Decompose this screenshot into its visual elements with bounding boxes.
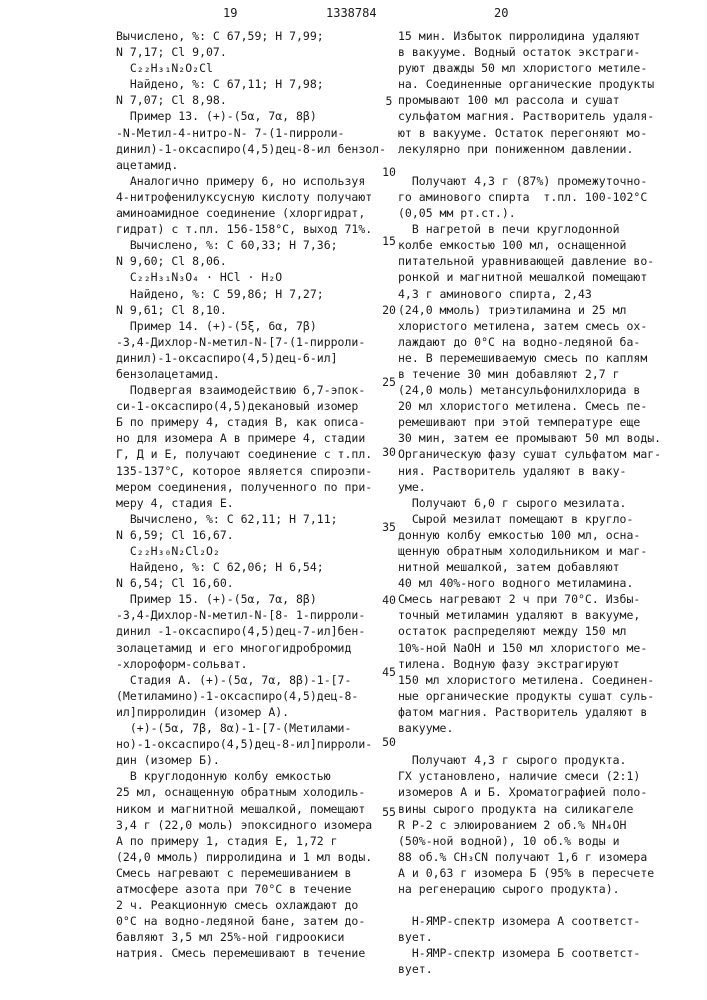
text-line: -N-Метил-4-нитро-N- 7-(1-пирроли- [116, 125, 378, 141]
text-line: C₂₂H₃₁N₃O₄ · HCl · H₂O [116, 269, 378, 285]
text-line: N 9,61; Cl 8,10. [116, 302, 378, 318]
text-line: 0°С на водно-ледяной бане, затем до- [116, 913, 378, 929]
text-line: 3,4 г (22,0 моль) эпоксидного изомера [116, 817, 378, 833]
text-line: ником и магнитной мешалкой, помещают [116, 801, 378, 817]
text-line: В круглодонную колбу емкостью [116, 768, 378, 784]
text-line: Б по примеру 4, стадия В, как описа- [116, 414, 378, 430]
text-line: Смесь нагревают с перемешиванием в [116, 865, 378, 881]
text-line: ацетамид. [116, 157, 378, 173]
text-line: R P-2 с элюированием 2 об.% NH₄OH [398, 817, 668, 833]
text-line: изомеров А и Б. Хроматографией поло- [398, 784, 668, 800]
text-line: руют дважды 50 мл хлористого метиле- [398, 60, 668, 76]
text-line: 30 мин, затем ее промывают 50 мл воды. [398, 430, 668, 446]
text-line: А и 0,63 г изомера Б (95% в пересчете [398, 865, 668, 881]
text-line: N 7,17; Cl 9,07. [116, 44, 378, 60]
line-number: 15 [381, 234, 397, 248]
text-line: динил -1-оксаспиро(4,5)дец-7-ил]бен- [116, 623, 378, 639]
text-line: питательной уравнивающей давление во- [398, 253, 668, 269]
text-line: щенную обратным холодильником и маг- [398, 543, 668, 559]
text-line: 150 мл хлористого метилена. Соединен- [398, 672, 668, 688]
text-line: C₂₂H₃₀N₂Cl₂O₂ [116, 543, 378, 559]
text-line: 10%-ной NaOH и 150 мл хлористого ме- [398, 640, 668, 656]
text-line: но)-1-оксаспиро(4,5)дец-8-ил]пирроли- [116, 736, 378, 752]
text-line: Найдено, %: С 62,06; Н 6,54; [116, 559, 378, 575]
text-line [398, 157, 668, 173]
text-line: на. Соединенные органические продукты [398, 76, 668, 92]
text-line: N 6,54; Cl 16,60. [116, 575, 378, 591]
text-line: вует. [398, 961, 668, 977]
text-line: ил]пирролидин (изомер А). [116, 704, 378, 720]
text-line: Пример 13. (+)-(5α, 7α, 8β) [116, 108, 378, 124]
text-line [398, 897, 668, 913]
page-number-right: 20 [494, 6, 508, 20]
text-line: динил)-1-оксаспиро(4,5)дец-8-ил бензол- [116, 141, 378, 157]
text-line: лекулярно при пониженном давлении. [398, 141, 668, 157]
text-line: си-1-оксаспиро(4,5)декановый изомер [116, 398, 378, 414]
text-line: Аналогично примеру 6, но используя [116, 173, 378, 189]
text-line: 4-нитрофенилуксусную кислоту получают [116, 189, 378, 205]
text-line: Пример 15. (+)-(5α, 7α, 8β) [116, 591, 378, 607]
text-line: Стадия А. (+)-(5α, 7α, 8β)-1-[7- [116, 672, 378, 688]
line-number: 5 [381, 94, 397, 108]
text-line: (24,0 ммоль) пирролидина и 1 мл воды. [116, 849, 378, 865]
text-line: бензолацетамид. [116, 366, 378, 382]
text-line: Г, Д и Е, получают соединение с т.пл. [116, 446, 378, 462]
patent-number: 1338784 [326, 6, 377, 20]
text-line: Вычислено, %: С 60,33; Н 7,36; [116, 237, 378, 253]
text-line: Получают 4,3 г (87%) промежуточно- [398, 173, 668, 189]
text-line: (Метиламино)-1-оксаспиро(4,5)дец-8- [116, 688, 378, 704]
text-line: 25 мл, оснащенную обратным холодиль- [116, 784, 378, 800]
text-line: точный метиламин удаляют в вакууме, [398, 607, 668, 623]
text-line: ГХ установлено, наличие смеси (2:1) [398, 768, 668, 784]
text-line: мером соединения, полученного по при- [116, 479, 378, 495]
text-line: нитной мешалкой, затем добавляют [398, 559, 668, 575]
text-line: (50%-ной водной), 10 об.% воды и [398, 833, 668, 849]
text-line: го аминового спирта т.пл. 100-102°С [398, 189, 668, 205]
text-line: 40 мл 40%-ного водного метиламина. [398, 575, 668, 591]
text-line: вакууме. [398, 720, 668, 736]
text-line [398, 736, 668, 752]
text-line: лаждают до 0°С на водно-ледяной ба- [398, 334, 668, 350]
text-line: Найдено, %: С 59,86; Н 7,27; [116, 286, 378, 302]
text-line: в течение 30 мин добавляют 2,7 г [398, 366, 668, 382]
text-line: тилена. Водную фазу экстрагируют [398, 656, 668, 672]
text-line: C₂₂H₃₁N₂O₂Cl [116, 60, 378, 76]
text-line: динил)-1-оксаспиро(4,5)дец-6-ил] [116, 350, 378, 366]
text-line: промывают 100 мл рассола и сушат [398, 92, 668, 108]
text-line: 15 мин. Избыток пирролидина удаляют [398, 28, 668, 44]
text-line: гидрат) с т.пл. 156-158°С, выход 71%. [116, 221, 378, 237]
text-line: сульфатом магния. Растворитель удаля- [398, 108, 668, 124]
text-line: атмосфере азота при 70°С в течение [116, 881, 378, 897]
text-line: -хлороформ-сольват. [116, 656, 378, 672]
text-line: N 7,07; Cl 8,98. [116, 92, 378, 108]
text-line: ния. Растворитель удаляют в ваку- [398, 463, 668, 479]
text-line: вует. [398, 929, 668, 945]
text-line: меру 4, стадия Е. [116, 495, 378, 511]
line-number: 45 [381, 665, 397, 679]
text-line: 135-137°С, которое является спироэпи- [116, 463, 378, 479]
text-line: (0,05 мм рт.ст.). [398, 205, 668, 221]
line-number: 35 [381, 520, 397, 534]
text-line: фатом магния. Растворитель удаляют в [398, 704, 668, 720]
text-line: Н-ЯМР-спектр изомера Б соответст- [398, 945, 668, 961]
text-line: ные органические продукты сушат суль- [398, 688, 668, 704]
text-line: колбе емкостью 100 мл, оснащенной [398, 237, 668, 253]
document-page [0, 0, 707, 1000]
text-line: уме. [398, 479, 668, 495]
text-line: 20 мл хлористого метилена. Смесь пе- [398, 398, 668, 414]
text-line: ремешивают при этой температуре еще [398, 414, 668, 430]
text-line: Смесь нагревают 2 ч при 70°С. Избы- [398, 591, 668, 607]
text-line: А по примеру 1, стадия Е, 1,72 г [116, 833, 378, 849]
line-number: 20 [381, 303, 397, 317]
text-line: дин (изомер Б). [116, 752, 378, 768]
text-line: хлористого метилена, затем смесь ох- [398, 318, 668, 334]
text-line: Н-ЯМР-спектр изомера А соответст- [398, 913, 668, 929]
line-number: 30 [381, 445, 397, 459]
text-line: N 6,59; Cl 16,67. [116, 527, 378, 543]
text-line: Органическую фазу сушат сульфатом маг- [398, 446, 668, 462]
line-number: 50 [381, 735, 397, 749]
line-number: 40 [381, 593, 397, 607]
line-number: 25 [381, 375, 397, 389]
text-line: в вакууме. Водный остаток экстраги- [398, 44, 668, 60]
line-number: 55 [381, 805, 397, 819]
text-line: (+)-(5α, 7β, 8α)-1-[7-(Метилами- [116, 720, 378, 736]
text-line: ют в вакууме. Остаток перегоняют мо- [398, 125, 668, 141]
text-line: -3,4-Дихлор-N-метил-N-[7-(1-пирроли- [116, 334, 378, 350]
text-line: Пример 14. (+)-(5ξ, 6α, 7β) [116, 318, 378, 334]
left-column [116, 28, 378, 961]
right-column [398, 28, 668, 978]
text-line: (24,0 моль) метансульфонилхлорида в [398, 382, 668, 398]
text-line: -3,4-Дихлор-N-метил-N-[8- 1-пирроли- [116, 607, 378, 623]
text-line: В нагретой в печи круглодонной [398, 221, 668, 237]
line-number: 10 [381, 165, 397, 179]
text-line: золацетамид и его многогидробромид [116, 640, 378, 656]
text-line: ронкой и магнитной мешалкой помещают [398, 269, 668, 285]
text-line: аминоамидное соединение (хлоргидрат, [116, 205, 378, 221]
text-line: 2 ч. Реакционную смесь охлаждают до [116, 897, 378, 913]
page-number-left: 19 [223, 6, 237, 20]
text-line: Получают 6,0 г сырого мезилата. [398, 495, 668, 511]
text-line: но для изомера А в примере 4, стадии [116, 430, 378, 446]
text-line: Сырой мезилат помещают в кругло- [398, 511, 668, 527]
text-line: не. В перемешиваемую смесь по каплям [398, 350, 668, 366]
text-line: Найдено, %: С 67,11; Н 7,98; [116, 76, 378, 92]
text-line: бавляют 3,5 мл 25%-ной гидроокиси [116, 929, 378, 945]
text-line: N 9,60; Cl 8,06. [116, 253, 378, 269]
text-line: Вычислено, %: С 67,59; Н 7,99; [116, 28, 378, 44]
text-line: Подвергая взаимодействию 6,7-эпок- [116, 382, 378, 398]
text-line: (24,0 ммоль) триэтиламина и 25 мл [398, 302, 668, 318]
text-line: Вычислено, %: С 62,11; Н 7,11; [116, 511, 378, 527]
text-line: на регенерацию сырого продукта). [398, 881, 668, 897]
text-line: натрия. Смесь перемешивают в течение [116, 945, 378, 961]
text-line: 4,3 г аминового спирта, 2,43 [398, 286, 668, 302]
text-line: донную колбу емкостью 100 мл, осна- [398, 527, 668, 543]
text-line: Получают 4,3 г сырого продукта. [398, 752, 668, 768]
text-line: остаток распределяют между 150 мл [398, 623, 668, 639]
text-line: 88 об.% CH₃CN получают 1,6 г изомера [398, 849, 668, 865]
text-line: вины сырого продукта на силикагеле [398, 801, 668, 817]
